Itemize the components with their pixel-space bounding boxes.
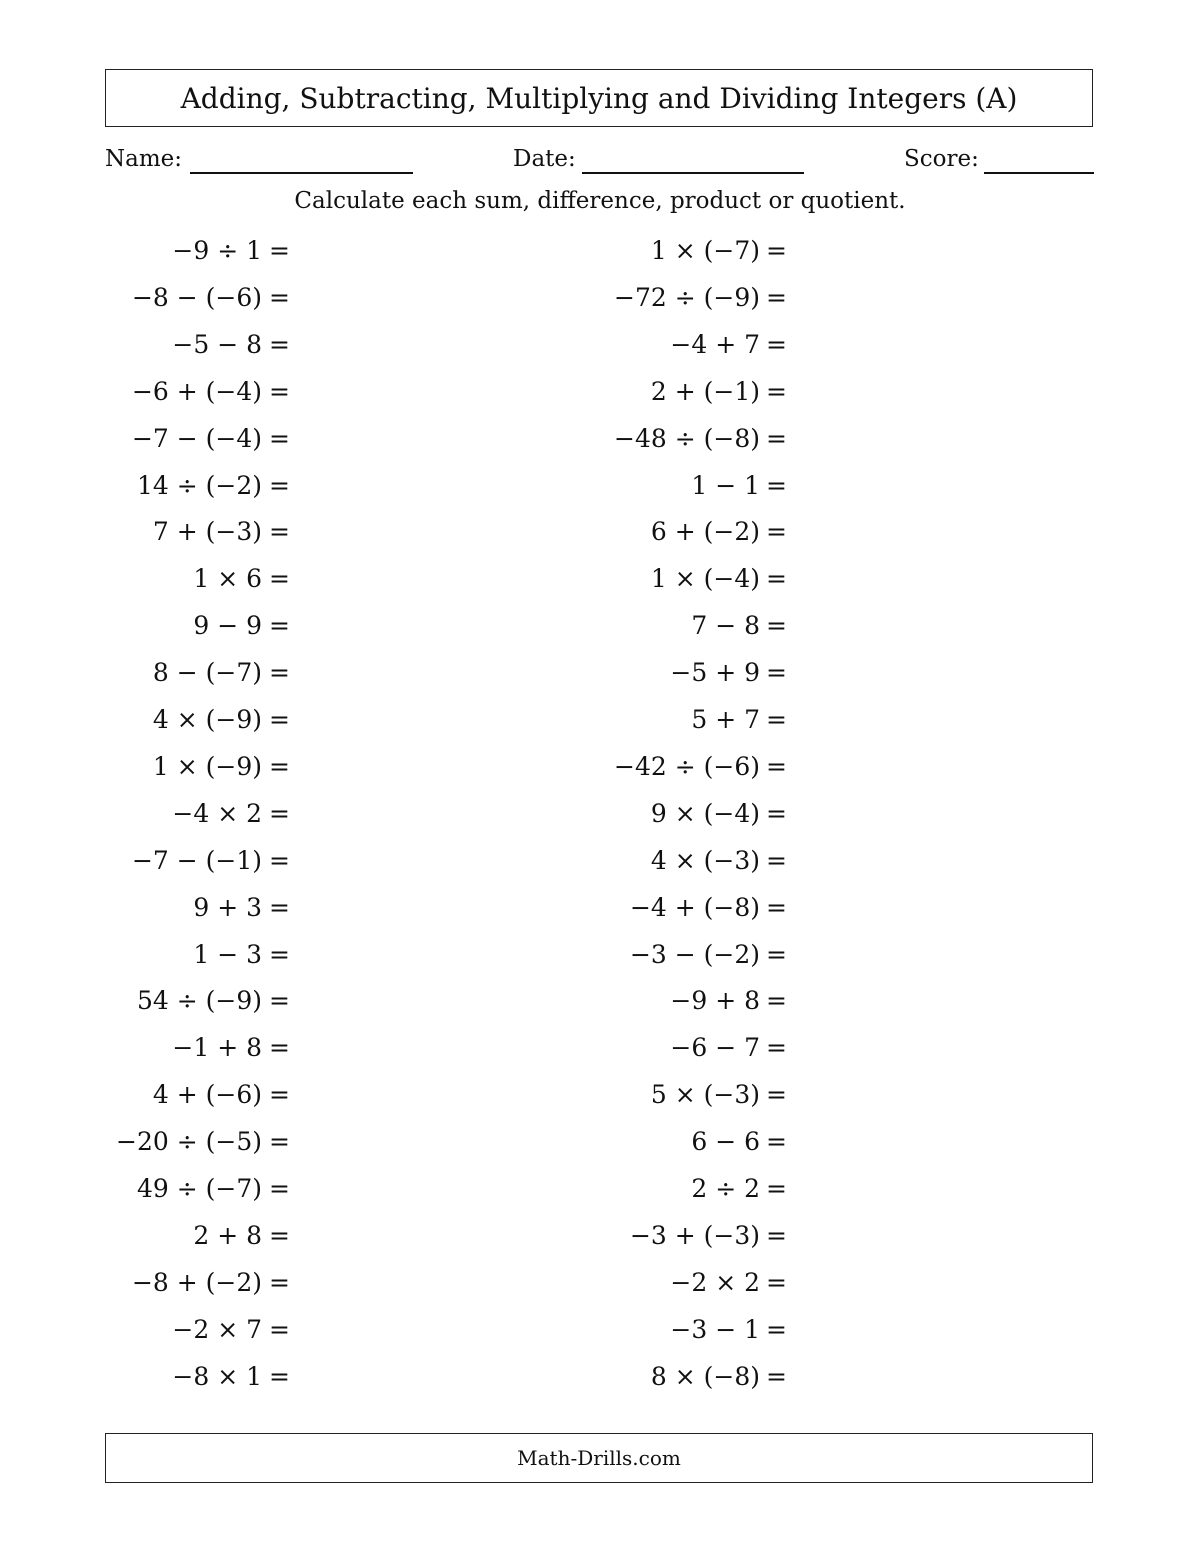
equals-sign: = [766,658,787,688]
equals-sign: = [269,751,290,781]
problem-expression: 9 + 3 [193,892,262,922]
equals-sign: = [269,986,290,1016]
score-field[interactable] [984,172,1094,174]
equals-sign: = [766,517,787,547]
equals-sign: = [766,282,787,312]
equals-sign: = [269,1314,290,1344]
equals-sign: = [766,1267,787,1297]
problem-expression: 5 + 7 [691,705,760,734]
problem-expression: −3 − 1 [670,1314,760,1344]
right-problem [0,795,1200,841]
problem-expression: −48 ÷ (−8) [614,423,760,453]
problem-expression: 8 × (−8) [650,1361,760,1391]
problem-expression: −42 ÷ (−6) [614,751,760,781]
right-problem [0,1029,1200,1075]
right-problem [0,1217,1200,1263]
instructions: Calculate each sum, difference, product or quotient. [294,188,906,214]
right-problem [0,1264,1200,1310]
problem-expression: 14 ÷ (−2) [136,470,262,500]
equals-sign: = [269,658,290,688]
student-info-row [0,140,1200,180]
equals-sign: = [269,1033,290,1063]
problem-expression: −6 + (−4) [131,376,262,406]
equals-sign: = [269,282,290,312]
right-problem [0,232,1200,278]
problem-expression: −8 + (−2) [131,1267,262,1297]
problem-expression: −3 + (−3) [629,1220,760,1250]
name-label: Name: [105,146,183,172]
right-problem [0,701,1200,747]
right-problem [0,560,1200,606]
problem-expression: 9 − 9 [193,611,262,641]
problem-expression: −5 + 9 [670,658,760,688]
equals-sign: = [766,939,787,969]
problem-expression: −7 − (−4) [131,423,262,453]
problem-expression: 2 + (−1) [650,376,760,406]
equals-sign: = [269,376,290,406]
problem-expression: 8 − (−7) [152,658,262,688]
equals-sign: = [766,423,787,453]
score-label: Score: [904,146,979,172]
problem-expression: −7 − (−1) [131,845,262,875]
equals-sign: = [269,1174,290,1203]
equals-sign: = [269,329,290,359]
equals-sign: = [766,751,787,781]
equals-sign: = [766,1220,787,1250]
worksheet-title: Adding, Subtracting, Multiplying and Dividing Integers (A) [180,81,1018,115]
equals-sign: = [766,470,787,500]
right-problem [0,607,1200,653]
problem-expression: 4 × (−9) [152,705,262,734]
right-problem [0,1311,1200,1357]
equals-sign: = [766,1080,787,1110]
equals-sign: = [269,470,290,500]
equals-sign: = [269,798,290,828]
equals-sign: = [269,517,290,547]
problem-expression: 1 × 6 [193,564,262,594]
problem-expression: 7 − 8 [691,611,760,641]
equals-sign: = [269,705,290,734]
equals-sign: = [766,705,787,734]
equals-sign: = [269,1220,290,1250]
problem-expression: 6 − 6 [691,1127,760,1157]
equals-sign: = [269,236,290,265]
problem-expression: 1 − 1 [691,470,760,500]
footer-box [105,1433,1093,1483]
right-problem [0,420,1200,466]
problem-expression: −3 − (−2) [629,939,760,969]
right-problem [0,1170,1200,1216]
problem-expression: −6 − 7 [670,1033,760,1063]
footer-text: Math-Drills.com [517,1446,681,1470]
equals-sign: = [766,1361,787,1391]
right-problem [0,326,1200,372]
equals-sign: = [269,1267,290,1297]
equals-sign: = [766,329,787,359]
right-problem [0,1123,1200,1169]
equals-sign: = [269,1080,290,1110]
right-problem [0,513,1200,559]
right-problem [0,842,1200,888]
problem-expression: 49 ÷ (−7) [136,1174,262,1203]
problem-expression: 1 − 3 [193,939,262,969]
problem-expression: 7 + (−3) [152,517,262,547]
date-label: Date: [513,146,576,172]
problem-expression: 4 + (−6) [152,1080,262,1110]
equals-sign: = [766,564,787,594]
equals-sign: = [766,236,787,265]
equals-sign: = [766,845,787,875]
equals-sign: = [269,845,290,875]
right-problem [0,982,1200,1028]
problem-expression: 2 + 8 [193,1220,262,1250]
equals-sign: = [766,1174,787,1203]
equals-sign: = [269,611,290,641]
equals-sign: = [766,1314,787,1344]
equals-sign: = [269,1361,290,1391]
equals-sign: = [766,986,787,1016]
right-problem [0,1358,1200,1404]
equals-sign: = [766,1127,787,1157]
problem-expression: −4 + 7 [670,329,760,359]
problem-expression: −2 × 2 [670,1267,760,1297]
problem-expression: −9 + 8 [670,986,760,1016]
right-problem [0,279,1200,325]
equals-sign: = [766,798,787,828]
right-problem [0,936,1200,982]
right-problem [0,1076,1200,1122]
problem-expression: 1 × (−9) [152,751,262,781]
equals-sign: = [766,611,787,641]
equals-sign: = [766,376,787,406]
problem-expression: −20 ÷ (−5) [116,1127,262,1157]
date-field[interactable] [582,172,804,174]
right-problem [0,467,1200,513]
problem-expression: 5 × (−3) [650,1080,760,1110]
worksheet-title-box [105,69,1093,127]
equals-sign: = [269,423,290,453]
right-problem [0,373,1200,419]
right-problem [0,889,1200,935]
equals-sign: = [269,1127,290,1157]
right-problem [0,748,1200,794]
problem-expression: −5 − 8 [172,329,262,359]
problem-expression: −9 ÷ 1 [172,236,262,265]
equals-sign: = [766,1033,787,1063]
problem-expression: −8 − (−6) [131,282,262,312]
problem-expression: −4 × 2 [172,798,262,828]
equals-sign: = [766,892,787,922]
name-field[interactable] [190,172,413,174]
problem-expression: 4 × (−3) [650,845,760,875]
problem-expression: −72 ÷ (−9) [614,282,760,312]
problem-expression: 54 ÷ (−9) [136,986,262,1016]
equals-sign: = [269,939,290,969]
problem-expression: 1 × (−7) [650,236,760,265]
right-problem [0,654,1200,700]
problem-expression: −8 × 1 [172,1361,262,1391]
problem-expression: 6 + (−2) [650,517,760,547]
problem-expression: −2 × 7 [172,1314,262,1344]
problem-expression: 1 × (−4) [650,564,760,594]
problem-expression: −4 + (−8) [629,892,760,922]
problem-expression: 2 ÷ 2 [691,1174,760,1203]
problem-expression: −1 + 8 [172,1033,262,1063]
problem-expression: 9 × (−4) [650,798,760,828]
equals-sign: = [269,892,290,922]
equals-sign: = [269,564,290,594]
